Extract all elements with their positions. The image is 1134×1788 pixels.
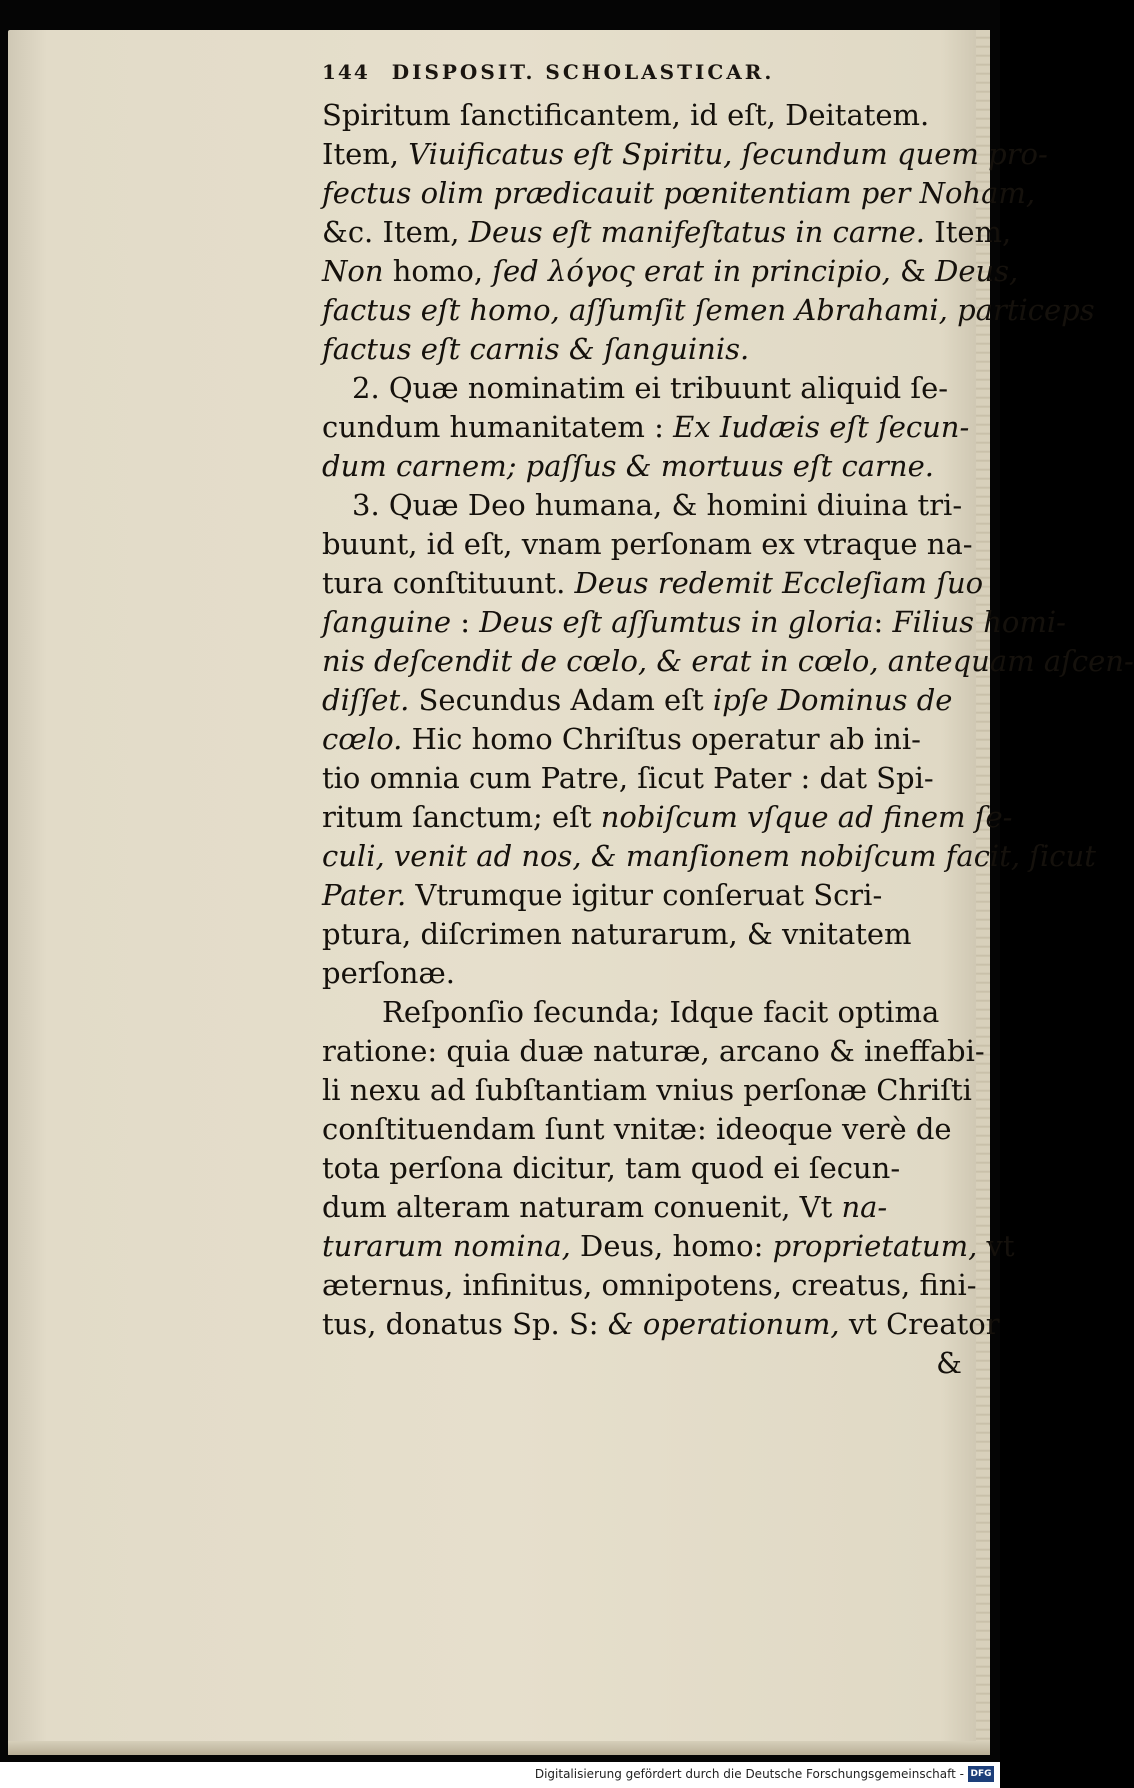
roman-segment: cundum humanitatem : xyxy=(322,410,674,444)
roman-segment: buunt, id eſt, vnam perſonam ex vtraque na- xyxy=(322,527,973,561)
text-line xyxy=(322,1227,1015,1266)
text-line xyxy=(322,408,970,447)
roman-segment: Vtrumque igitur conſeruat Scri- xyxy=(406,878,883,912)
text-line xyxy=(322,1305,1000,1344)
text-line xyxy=(322,954,962,993)
italic-segment: ſanguine xyxy=(322,605,452,639)
text-line xyxy=(322,1149,962,1188)
italic-segment: Deus, xyxy=(935,254,1019,288)
text-line xyxy=(322,1032,985,1071)
text-line xyxy=(322,837,1096,876)
text-line xyxy=(322,1188,962,1227)
roman-segment: conſtituendam ſunt vnitæ: ideoque verè de xyxy=(322,1112,952,1146)
roman-segment: Hic homo Chriſtus operatur ab ini- xyxy=(402,722,921,756)
roman-segment: Secundus Adam eſt xyxy=(409,683,713,717)
roman-segment: tio omnia cum Patre, ſicut Pater : dat Spi- xyxy=(322,761,934,795)
italic-segment: na- xyxy=(841,1190,888,1224)
italic-segment: factus eſt carnis & ſanguinis. xyxy=(322,332,750,366)
text-line xyxy=(322,681,962,720)
page-number: 144 xyxy=(322,60,370,84)
roman-segment: li nexu ad ſubſtantiam vnius perſonæ Chriſti xyxy=(322,1073,972,1107)
catchword: & xyxy=(936,1346,962,1380)
italic-segment: dum carnem; paſſus & mortuus eſt carne. xyxy=(322,449,934,483)
roman-segment: Reſponſio ſecunda; Idque facit optima xyxy=(382,995,940,1029)
roman-segment: ratione: quia duæ naturæ, arcano & ineffabi- xyxy=(322,1034,985,1068)
roman-segment: 3. Quæ Deo humana, & homini diuina tri- xyxy=(352,488,963,522)
text-line xyxy=(322,564,984,603)
footer-credit: Digitalisierung gefördert durch die Deutsche Forschungsgemeinschaft - xyxy=(534,1767,964,1781)
italic-segment: Pater. xyxy=(322,878,407,912)
roman-segment: Item, xyxy=(322,137,409,171)
italic-segment: ipſe Dominus de xyxy=(712,683,953,717)
text-line xyxy=(322,720,962,759)
roman-segment: 2. Quæ nominatim ei tribuunt aliquid ſe- xyxy=(352,371,949,405)
roman-segment: ptura, diſcrimen naturarum, & vnitatem xyxy=(322,917,912,951)
text-line xyxy=(322,525,973,564)
text-line xyxy=(322,447,962,486)
italic-segment: Ex Iudæis eſt ſecun- xyxy=(673,410,970,444)
italic-segment: Viuificatus eſt Spiritu, ſecundum quem pro- xyxy=(408,137,1048,171)
roman-segment: homo, xyxy=(383,254,493,288)
roman-segment: : xyxy=(873,605,893,639)
dfg-logo: DFG xyxy=(968,1766,994,1782)
text-line xyxy=(322,1266,977,1305)
text-line xyxy=(322,135,1048,174)
italic-segment: turarum nomina, xyxy=(322,1229,571,1263)
italic-segment: factus eſt homo, aſſumſit ſemen Abrahami, particeps xyxy=(322,293,1095,327)
italic-segment: Non xyxy=(322,254,384,288)
page-text xyxy=(322,96,1134,1383)
italic-segment: fectus olim prædicauit pœnitentiam per Noham, xyxy=(322,176,1036,210)
running-title: DISPOSIT. SCHOLASTICAR. xyxy=(391,60,775,84)
page-edge xyxy=(976,30,990,1755)
text-line xyxy=(322,759,962,798)
running-head xyxy=(322,60,982,94)
roman-segment: ritum ſanctum; eſt xyxy=(322,800,601,834)
roman-segment: : xyxy=(451,605,480,639)
text-line xyxy=(322,603,1066,642)
italic-segment: Filius homi- xyxy=(892,605,1066,639)
roman-segment: vt Creator xyxy=(839,1307,1000,1341)
italic-segment: Deus redemit Eccleſiam ſuo xyxy=(574,566,984,600)
roman-segment: æternus, infinitus, omnipotens, creatus, fini- xyxy=(322,1268,977,1302)
page-bottom-edge xyxy=(8,1741,990,1755)
text-line xyxy=(322,330,962,369)
roman-segment: Deus, homo: xyxy=(570,1229,773,1263)
text-line xyxy=(322,486,962,525)
text-line xyxy=(322,291,1095,330)
roman-segment: & xyxy=(900,254,936,288)
text-line xyxy=(322,1110,962,1149)
italic-segment: nis deſcendit de cœlo, & erat in cœlo, antequam aſcen- xyxy=(322,644,1134,678)
text-line xyxy=(322,174,1036,213)
roman-segment: Spiritum ſanctificantem, id eſt, Deitatem. xyxy=(322,98,930,132)
text-line xyxy=(322,798,1013,837)
roman-segment: tura conſtituunt. xyxy=(322,566,575,600)
italic-segment: cœlo. xyxy=(322,722,403,756)
italic-segment: diſſet. xyxy=(322,683,410,717)
roman-segment: Item, xyxy=(925,215,1012,249)
italic-segment: Deus eſt aſſumtus in gloria xyxy=(479,605,874,639)
text-line xyxy=(322,96,962,135)
roman-segment: tus, donatus Sp. S: xyxy=(322,1307,608,1341)
text-line xyxy=(322,993,962,1032)
roman-segment: &c. Item, xyxy=(322,215,469,249)
roman-segment: vt xyxy=(977,1229,1015,1263)
text-line xyxy=(322,915,962,954)
footer-bar xyxy=(0,1762,1000,1788)
text-line xyxy=(322,642,1134,681)
italic-segment: nobiſcum vſque ad finem ſe- xyxy=(600,800,1013,834)
text-line xyxy=(322,252,1019,291)
roman-segment: perſonæ. xyxy=(322,956,455,990)
italic-segment: proprietatum, xyxy=(772,1229,978,1263)
roman-segment: dum alteram naturam conuenit, Vt xyxy=(322,1190,842,1224)
text-line xyxy=(322,876,962,915)
italic-segment: culi, venit ad nos, & manſionem nobiſcum facit, ſicut xyxy=(322,839,1096,873)
text-line xyxy=(322,369,962,408)
italic-segment: ſed λόγος erat in principio, xyxy=(492,254,901,288)
text-line xyxy=(322,1071,972,1110)
roman-segment: tota perſona dicitur, tam quod ei ſecun- xyxy=(322,1151,901,1185)
italic-segment: Deus eſt manifeſtatus in carne. xyxy=(468,215,926,249)
italic-segment: & operationum, xyxy=(607,1307,840,1341)
text-line xyxy=(322,213,1012,252)
